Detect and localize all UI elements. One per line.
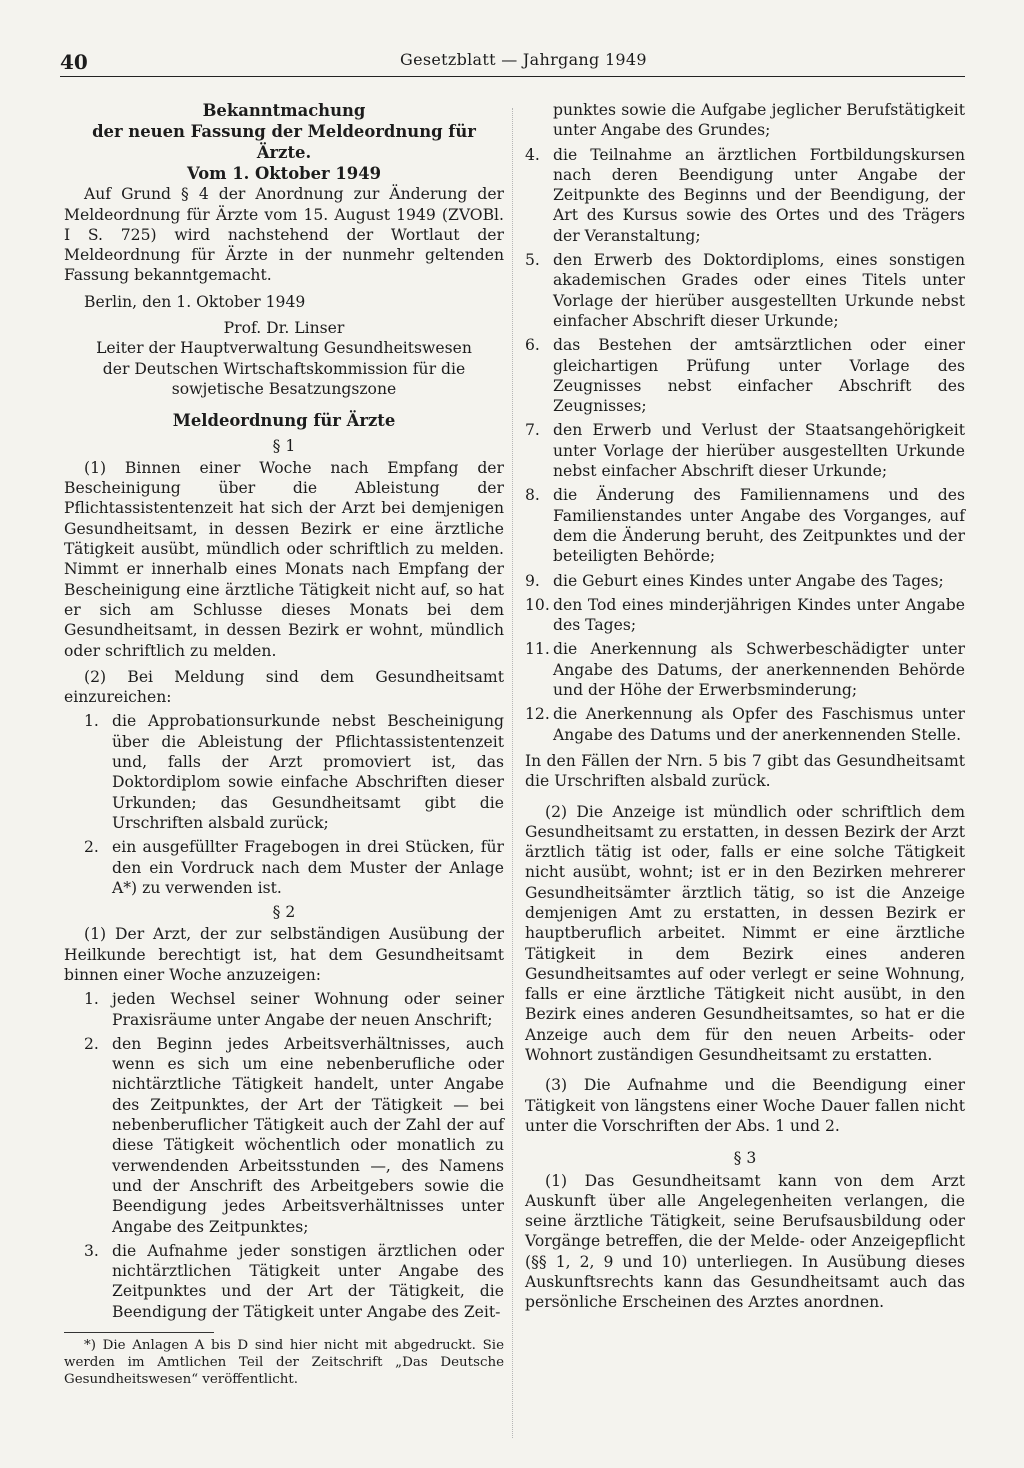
section-2-paragraph-2: (2) Die Anzeige ist mündlich oder schriftlich dem Gesundheitsamt zu erstatten, in dessen Bezirk der Arzt ärztlich tätig ist oder, falls er eine solche Tätigkeit nicht ausübt, wohnt; ist er in den Bezirken mehrerer Gesundheitsämter ärztlich tätig, so ist die Anzeige demjenigen Amt zu erstatten, in dessen Bezirk er hauptberuflich arbeitet. Nimmt er eine ärztliche Tätigkeit in dem Bezirk eines anderen Gesundheitsamtes auf oder verlegt er seine Wohnung, falls er eine ärztliche Tätigkeit nicht ausübt, in den Bezirk eines anderen Gesundheitsamtes, so hat er die Anzeige auch dem für den neuen Arbeits- oder Wohnort zuständigen Gesundheitsamt zu erstatten. xyxy=(525,802,965,1065)
section-3-paragraph-1: (1) Das Gesundheitsamt kann von dem Arzt Auskunft über alle Angelegenheiten verlangen, die seine ärztliche Tätigkeit, seine Berufsausbildung oder Vorgänge betreffen, die der Melde- oder Anzeigepflicht (§§ 1, 2, 9 und 10) unterliegen. In Ausübung dieses Auskunftsrechts kann das Gesundheitsamt auch das persönliche Erscheinen des Arztes anordnen. xyxy=(525,1171,965,1312)
ordinance-heading: Meldeordnung für Ärzte xyxy=(172,411,396,431)
list-item xyxy=(525,420,965,481)
item-number: 7. xyxy=(525,421,540,440)
notice-signer: Prof. Dr. Linser xyxy=(223,319,345,338)
section-1-paragraph-1: (1) Binnen einer Woche nach Empfang der Bescheinigung über die Ableistung der Pflichtassistentenzeit hat sich der Arzt bei demjenigen Gesundheitsamt, in dessen Bezirk er eine ärztliche Tätigkeit ausübt, mündlich oder schriftlich zu melden. Nimmt er innerhalb eines Monats nach Empfang der Bescheinigung eine ärztliche Tätigkeit nicht auf, so hat er sich am Schlusse dieses Monats bei dem Gesundheitsamt, in dessen Bezirk er wohnt, mündlich oder schriftlich zu melden. xyxy=(64,458,504,660)
item-text: ein ausgefüllter Fragebogen in drei Stücken, für den ein Vordruck nach dem Muster der Anlage A*) zu verwenden ist. xyxy=(112,838,504,897)
section-3-sign: § 3 xyxy=(733,1149,757,1168)
section-2-paragraph-3: (3) Die Aufnahme und die Beendigung einer Tätigkeit von längstens einer Woche Dauer fallen nicht unter die Vorschriften der Abs. 1 und 2. xyxy=(525,1076,965,1135)
item-text: die Geburt eines Kindes unter Angabe des Tages; xyxy=(553,571,944,590)
list-item xyxy=(525,335,965,416)
running-title: Gesetzblatt — Jahrgang 1949 xyxy=(400,50,647,69)
footnote-rule xyxy=(64,1332,214,1333)
list-item xyxy=(525,639,965,700)
header-rule xyxy=(60,76,965,77)
list-item xyxy=(64,989,504,1030)
item-number: 1. xyxy=(84,990,99,1009)
item-text: den Tod eines minderjährigen Kindes unter Angabe des Tages; xyxy=(553,595,965,635)
item-text: das Bestehen der amtsärztlichen oder einer gleichartigen Prüfung unter Vorlage des Zeugnisses nebst einfacher Abschrift des Zeugnisses; xyxy=(553,336,965,416)
page-number: 40 xyxy=(60,50,88,74)
item-text: den Erwerb und Verlust der Staatsangehörigkeit unter Vorlage der hierüber ausgestellten Urkunde nebst einfacher Abschrift dieser Urkunde; xyxy=(553,421,965,481)
item-number: 2. xyxy=(84,1034,99,1053)
item-number: 8. xyxy=(525,486,540,505)
notice-signer-title: Leiter der Hauptverwaltung Gesundheitswesen der Deutschen Wirtschaftskommission für die sowjetische Besatzungszone xyxy=(96,339,472,398)
item-number: 5. xyxy=(525,251,540,270)
list-item xyxy=(64,837,504,898)
list-item xyxy=(525,595,965,636)
notice-date: Vom 1. Oktober 1949 xyxy=(187,164,381,183)
item-number: 4. xyxy=(525,145,540,164)
section-2-paragraph-1: (1) Der Arzt, der zur selbständigen Ausübung der Heilkunde berechtigt ist, hat dem Gesundheitsamt binnen einer Woche anzuzeigen: xyxy=(64,925,504,984)
list-item xyxy=(64,711,504,833)
left-column xyxy=(64,100,504,1388)
item-text: die Teilnahme an ärztlichen Fortbildungskursen nach deren Beendigung unter Angabe der Zeitpunkte des Beginns und der Beendigung, der Art des Kursus sowie des Ortes und des Trägers der Veranstaltung; xyxy=(553,145,965,245)
item-number: 11. xyxy=(525,640,550,659)
list-item xyxy=(64,1241,504,1322)
item-text: den Beginn jedes Arbeitsverhältnisses, auch wenn es sich um eine nebenberufliche oder nichtärztliche Tätigkeit handelt, unter Angabe des Zeitpunktes, der Art der Tätigkeit — bei nebenberuflicher Tätigkeit auch der Zahl der auf diese Tätigkeit wöchentlich oder monatlich zu verwendenden Arbeitsstunden —, des Namens und der Anschrift des Arbeitgebers sowie die Beendigung jedes Arbeitsverhältnisses unter Angabe des Zeitpunktes; xyxy=(112,1034,504,1236)
list-item xyxy=(525,145,965,246)
item-number: 10. xyxy=(525,595,550,614)
list-item-continuation xyxy=(525,100,965,141)
item-text: die Änderung des Familiennamens und des Familienstandes unter Angabe des Vorganges, auf dem die Änderung beruht, des Zeitpunktes und der beteiligten Behörde; xyxy=(553,486,965,566)
item-text: jeden Wechsel seiner Wohnung oder seiner Praxisräume unter Angabe der neuen Anschrift; xyxy=(112,990,504,1029)
notice-title-line2: der neuen Fassung der Meldeordnung für Ärzte. xyxy=(92,122,476,162)
item-number: 6. xyxy=(525,336,540,355)
notice-place-date: Berlin, den 1. Oktober 1949 xyxy=(84,292,306,311)
list-item xyxy=(525,704,965,745)
notice-title-line1: Bekanntmachung xyxy=(202,101,366,120)
list-item xyxy=(525,571,965,591)
item-text: die Anerkennung als Opfer des Faschismus unter Angabe des Datums und der anerkennenden Stelle. xyxy=(553,705,965,744)
section-1-sign: § 1 xyxy=(272,436,296,455)
item-text: den Erwerb des Doktordiploms, eines sonstigen akademischen Grades oder eines Titels unter Vorlage der hierüber ausgestellten Urkunde nebst einfacher Abschrift dieser Urkunde; xyxy=(553,251,965,330)
footnote: *) Die Anlagen A bis D sind hier nicht mit abgedruckt. Sie werden im Amtlichen Teil der Zeitschrift „Das Deutsche Gesundheitswesen“ veröffentlicht. xyxy=(64,1338,504,1388)
item-text: die Aufnahme jeder sonstigen ärztlichen oder nichtärztlichen Tätigkeit unter Angabe des Zeitpunktes und der Art der Tätigkeit, die Beendigung der Tätigkeit unter Angabe des Zeit- xyxy=(112,1241,504,1321)
item-number: 1. xyxy=(84,712,99,731)
item-number: 3. xyxy=(84,1241,99,1260)
section-2-sign: § 2 xyxy=(272,903,296,922)
item-text: die Anerkennung als Schwerbeschädigter unter Angabe des Datums, der anerkennenden Behörde und der Höhe der Erwerbsminderung; xyxy=(553,640,965,700)
list-item xyxy=(64,1034,504,1237)
right-column xyxy=(525,100,965,1313)
section-1-paragraph-2: (2) Bei Meldung sind dem Gesundheitsamt einzureichen: xyxy=(64,667,504,707)
section-2-after-items: In den Fällen der Nrn. 5 bis 7 gibt das Gesundheitsamt die Urschriften alsbald zurück. xyxy=(525,751,965,791)
item-number: 12. xyxy=(525,705,550,724)
notice-body: Auf Grund § 4 der Anordnung zur Änderung der Meldeordnung für Ärzte vom 15. August 1949 (ZVOBl. I S. 725) wird nachstehend der Wortlaut der Meldeordnung für Ärzte in der nunmehr geltenden Fassung bekanntgemacht. xyxy=(64,185,504,285)
list-item xyxy=(525,250,965,331)
list-item xyxy=(525,485,965,566)
item-number: 2. xyxy=(84,838,99,857)
item-number-spacer xyxy=(525,100,553,141)
item-text: punktes sowie die Aufgabe jeglicher Berufstätigkeit unter Angabe des Grundes; xyxy=(553,101,965,140)
item-number: 9. xyxy=(525,571,540,590)
column-separator xyxy=(512,108,513,1438)
item-text: die Approbationsurkunde nebst Bescheinigung über die Ableistung der Pflichtassistentenzeit und, falls der Arzt promoviert ist, das Doktordiplom sowie einfache Abschriften dieser Urkunden; das Gesundheitsamt gibt die Urschriften alsbald zurück; xyxy=(112,712,504,832)
